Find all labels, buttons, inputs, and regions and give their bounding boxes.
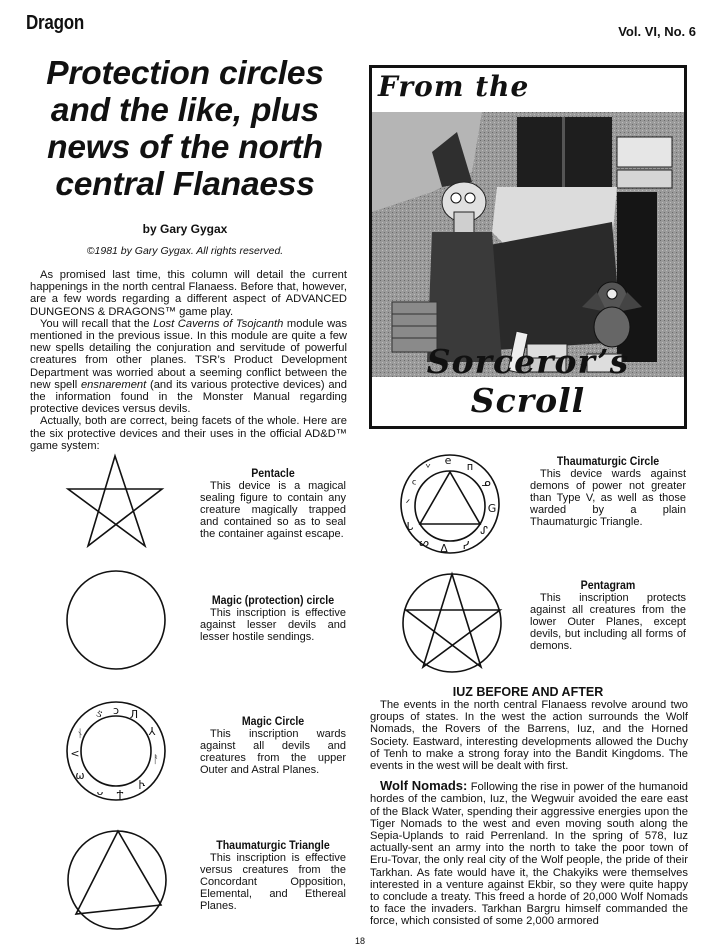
device-description: This inscription is effective against lesser devils and lesser hostile sendings. <box>200 607 346 643</box>
svg-text:Ϯ: Ϯ <box>116 788 124 801</box>
svg-text:ᔑ: ᔑ <box>480 524 488 537</box>
svg-text:ᴨ: ᴨ <box>466 460 474 473</box>
device-description: This device is a magical sealing figure to contain any creature magically trapped and contained so as to seal the container against escape. <box>200 480 346 540</box>
device-thaumaturgic-circle <box>530 456 686 528</box>
issue-label: Vol. VI, No. 6 <box>618 24 696 39</box>
article-title: Protection circles and the like, plus news of the north central Flanaess <box>46 55 324 203</box>
intro-paragraph: Actually, both are correct, being facets of the whole. Here are the six protective devices and their uses in the official AD&D™ game system: <box>30 415 347 452</box>
svg-text:ᘁ: ᘁ <box>425 462 431 475</box>
device-title: Thaumaturgic Triangle <box>216 840 330 852</box>
intro-paragraph: You will recall that the Lost Caverns of Tsojcanth module was mentioned in the previous issue. In this module are quite a few new spells detailing the conjuration and servitude of powerful creatures from other planes. TSR’s Product Development Department was worried about a seeming conflict between the new spell ensnarement (and its various protective devices) and the information found in the Monster Manual regarding protective devices versus devils. <box>30 317 348 416</box>
svg-text:Ⴡ: Ⴡ <box>138 779 146 792</box>
svg-text:Л: Л <box>129 708 139 721</box>
intro-paragraph: As promised last time, this column will detail the current happenings in the north central Flanaess. Before that, however, are a few words regarding a different aspect of ADVANCED DUNGEONS & DRAGONS™ game play. <box>30 269 347 318</box>
svg-text:ઙ: ઙ <box>95 707 103 720</box>
svg-text:ᓯ: ᓯ <box>462 539 470 552</box>
thaumaturgic-triangle-icon <box>66 828 168 932</box>
intro-text <box>30 269 347 452</box>
device-title: Magic Circle <box>241 716 305 728</box>
module-title: Lost Caverns of Tsojcanth <box>153 317 284 330</box>
column-banner <box>369 65 687 429</box>
spell-name: ensnarement <box>80 378 147 391</box>
device-pentagram <box>530 580 686 652</box>
device-description: This inscription wards against all devils and creatures from the upper Outer and Astral Planes. <box>200 728 346 776</box>
section-heading: IUZ BEFORE AND AFTER <box>452 685 604 699</box>
section-paragraph: Wolf Nomads: Following the rise in power of the humanoid hordes of the cambion, Iuz, the Wegwuir avoided the eare east of the Black Water, spending their aggressive energies upon the Tiger Nomads to the west and even moving south along the Sepia-Uplands to raid Perrenland. In the spring of 578, Iuz actually-sent an army into the north to take the poor town of Eru-Tovar, the only real city of the Wolf people, the pride of their Tarkhan. As fate would have it, the Chakyiks were themselves interested in a venture against Ekbir, so they were quite happy to conclude a treaty. This freed a horde of 20,000 Wolf Nomads to face the invaders. Tarkhan Bargru himself commanded the force, which consisted of some 2,000 armored <box>370 778 688 928</box>
svg-text:ᒐ: ᒐ <box>406 520 414 533</box>
device-title: Magic (protection) circle <box>211 595 335 607</box>
run-in-heading: Wolf Nomads: <box>380 778 468 794</box>
copyright-notice: ©1981 by Gary Gygax. All rights reserved. <box>86 245 284 257</box>
magazine-name: Dragon <box>26 12 84 34</box>
svg-text:ᴗ: ᴗ <box>96 785 104 798</box>
wizard-illustration <box>372 112 684 377</box>
byline: by Gary Gygax <box>142 222 228 236</box>
svg-text:ᓄ: ᓄ <box>481 476 491 489</box>
svg-text:⅄: ⅄ <box>148 725 156 738</box>
pentacle-icon <box>60 452 170 552</box>
device-pentacle <box>200 468 346 540</box>
protection-circle-icon <box>64 568 168 672</box>
svg-text:Δ: Δ <box>440 542 448 555</box>
magic-circle-icon <box>64 699 168 803</box>
device-title: Thaumaturgic Circle <box>556 456 660 468</box>
svg-text:ᑦ: ᑦ <box>411 478 417 491</box>
svg-text:G: G <box>487 502 497 515</box>
device-description: This inscription protects against all creatures from the lower Outer Planes, except devils, but including all forms of demons. <box>530 592 686 652</box>
device-description: This inscription is effective versus creatures from the Concordant Opposition, Elemental, and Ethereal Planes. <box>200 852 346 912</box>
section-paragraph: The events in the north central Flanaess revolve around two groups of states. In the west the action surrounds the Wolf Nomads, the Rovers of the Barrens, Iuz, and the Horned Society. Eastward, interesting developments allowed the Duchy of Tenh to make a strong foray into the Bandit Kingdoms. The events in the west will be dealt with first. <box>370 699 688 773</box>
device-magic-circle <box>200 716 346 776</box>
svg-text:ɔ: ɔ <box>112 704 120 717</box>
svg-text:<: < <box>70 747 80 760</box>
svg-text:e: e <box>444 454 452 467</box>
pentagram-icon <box>400 571 504 675</box>
thaumaturgic-circle-icon <box>398 452 502 556</box>
svg-text:ᔕ: ᔕ <box>419 536 429 549</box>
page-number: 18 <box>355 936 366 946</box>
device-title: Pentagram <box>580 580 636 592</box>
banner-top-text: From the <box>378 70 530 103</box>
banner-bottom-text: Sorceror’s Scroll <box>426 342 630 420</box>
device-description: This device wards against demons of power not greater than Type V, as well as those warded by a plain Thaumaturgic Triangle. <box>530 468 686 528</box>
svg-text:ᐟ: ᐟ <box>405 497 411 510</box>
device-thaumaturgic-triangle <box>200 840 346 912</box>
svg-text:ᚾ: ᚾ <box>76 727 84 740</box>
svg-text:ω: ω <box>75 769 85 782</box>
svg-text:ᚨ: ᚨ <box>152 753 160 766</box>
device-title: Pentacle <box>251 468 295 480</box>
device-magic-protection-circle <box>200 595 346 643</box>
section-text <box>370 699 688 928</box>
